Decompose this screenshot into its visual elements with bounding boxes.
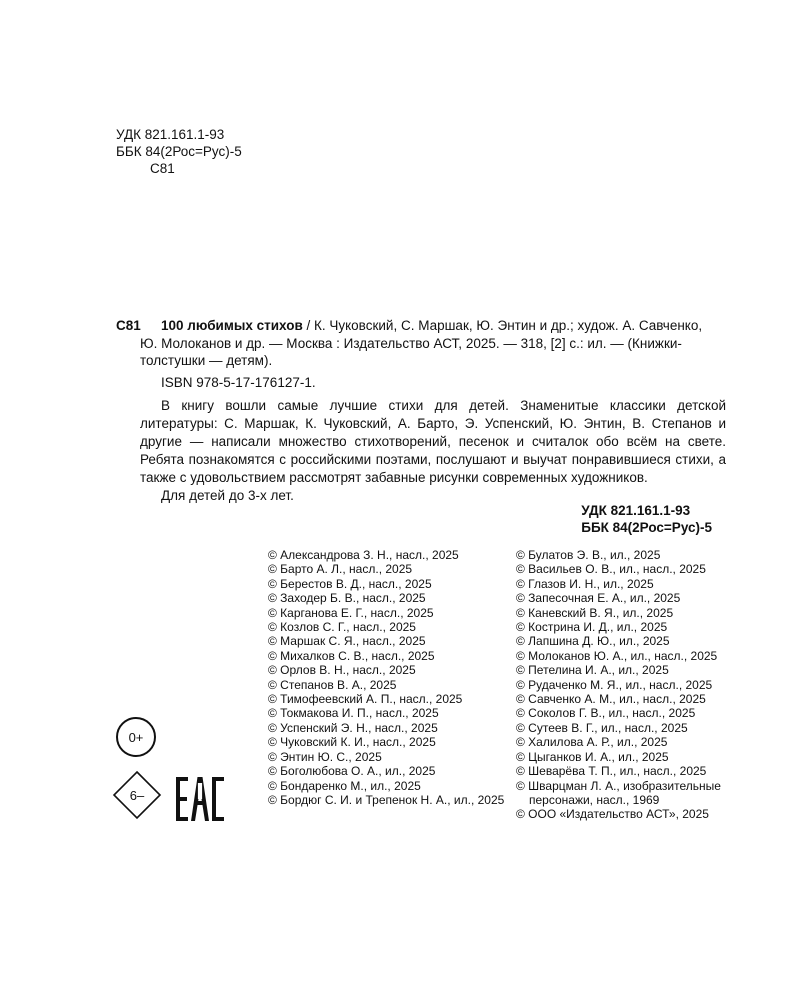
copyright-line: © Тимофеевский А. П., насл., 2025 [268, 692, 463, 707]
copyright-line: © Глазов И. Н., ил., 2025 [516, 576, 654, 591]
copyright-list-left [268, 548, 504, 807]
age-rating-circle [116, 717, 156, 757]
copyright-line: © Козлов С. Г., насл., 2025 [268, 620, 416, 635]
copyright-line: © Цыганков И. А., ил., 2025 [516, 749, 669, 764]
copyright-line: © Энтин Ю. С., 2025 [268, 749, 382, 764]
copyright-line: © Запесочная Е. А., ил., 2025 [516, 591, 681, 606]
copyright-line: © Халилова А. Р., ил., 2025 [516, 735, 668, 750]
copyright-line: © Бордюг С. И. и Трепенок Н. А., ил., 2025 [268, 792, 505, 807]
bbk-code-bottom: ББК 84(2Рос=Рус)-5 [581, 520, 712, 535]
annotation-text: В книгу вошли самые лучшие стихи для детей. Знаменитые классики детской литературы: С. Маршак, К. Чуковский, А. Барто, Э. Успенский, Ю. Энтин, В. Степанов и другие — написали множество стихотворений, песенок и считалок обо всём на свете. Ребята познакомятся с российскими поэтами, послушают и выучат понравившиеся стихи, а также с удовольствием рассмотрят забавные рисунки современных художников. [140, 398, 726, 485]
age-note: Для детей до 3-х лет. [161, 488, 294, 503]
copyright-line: © Карганова Е. Г., насл., 2025 [268, 605, 434, 620]
bbk-code: ББК 84(2Рос=Рус)-5 [116, 144, 242, 159]
copyright-line: © Чуковский К. И., насл., 2025 [268, 735, 436, 750]
copyright-line: © Степанов В. А., 2025 [268, 677, 397, 692]
eac-logo-icon [175, 775, 225, 823]
classification-codes-bottom [581, 502, 712, 536]
entry-line-2: Ю. Молоканов и др. — Москва : Издательство АСТ, 2025. — 318, [2] с.: ил. — (Книжки- [140, 335, 682, 351]
udk-code: УДК 821.161.1-93 [116, 127, 225, 142]
copyright-line: © Боголюбова О. А., ил., 2025 [268, 764, 436, 779]
copyright-line-continued-text: персонажи, насл., 1969 [529, 792, 660, 807]
copyright-line: © Петелина И. А., ил., 2025 [516, 663, 669, 678]
author-mark: С81 [150, 161, 175, 176]
book-title: 100 любимых стихов [161, 318, 303, 333]
copyright-line: © Заходер Б. В., насл., 2025 [268, 591, 426, 606]
copyright-line: © Барто А. Л., насл., 2025 [268, 562, 413, 577]
copyright-line: © Михалков С. В., насл., 2025 [268, 648, 435, 663]
copyright-line: © Берестов В. Д., насл., 2025 [268, 576, 432, 591]
age-rating-diamond-text: 6– [129, 787, 145, 803]
copyright-line: © ООО «Издательство АСТ», 2025 [516, 807, 709, 822]
copyright-line: © Шварцман Л. А., изобразительные [516, 778, 721, 793]
udk-code-bottom: УДК 821.161.1-93 [581, 503, 691, 518]
copyright-line: © Каневский В. Я., ил., 2025 [516, 605, 674, 620]
copyright-line: © Токмакова И. П., насл., 2025 [268, 706, 439, 721]
copyright-line: © Лапшина Д. Ю., ил., 2025 [516, 634, 670, 649]
entry-line-1 [161, 317, 726, 335]
age-rating-circle-text: 0+ [128, 729, 144, 745]
copyright-line: © Рудаченко М. Я., ил., насл., 2025 [516, 677, 713, 692]
copyright-line: © Сутеев В. Г., ил., насл., 2025 [516, 720, 688, 735]
classification-codes-top [116, 126, 242, 177]
annotation [140, 397, 726, 505]
copyright-list-right [516, 548, 721, 822]
entry-responsibility: / К. Чуковский, С. Маршак, Ю. Энтин и др.; худож. А. Савченко, [302, 318, 703, 333]
copyright-line: © Бондаренко М., ил., 2025 [268, 778, 421, 793]
copyright-line-continued [516, 793, 721, 807]
copyright-line: © Маршак С. Я., насл., 2025 [268, 634, 426, 649]
copyright-line: © Кострина И. Д., ил., 2025 [516, 620, 668, 635]
copyright-line: © Соколов Г. В., ил., насл., 2025 [516, 706, 696, 721]
copyright-line: © Молоканов Ю. А., ил., насл., 2025 [516, 648, 718, 663]
copyright-line: © Шеварёва Т. П., ил., насл., 2025 [516, 764, 707, 779]
copyright-line: © Успенский Э. Н., насл., 2025 [268, 720, 438, 735]
author-mark-code: С81 [116, 318, 141, 333]
copyright-line: © Александрова З. Н., насл., 2025 [268, 548, 459, 562]
entry-line-3: толстушки — детям). [140, 353, 273, 368]
copyright-line: © Орлов В. Н., насл., 2025 [268, 663, 416, 678]
copyright-line: © Булатов Э. В., ил., 2025 [516, 548, 661, 562]
copyright-line: © Савченко А. М., ил., насл., 2025 [516, 692, 706, 707]
isbn: ISBN 978-5-17-176127-1. [161, 374, 316, 390]
age-rating-diamond [112, 770, 162, 820]
copyright-line: © Васильев О. В., ил., насл., 2025 [516, 562, 706, 577]
bibliographic-entry [116, 317, 726, 391]
